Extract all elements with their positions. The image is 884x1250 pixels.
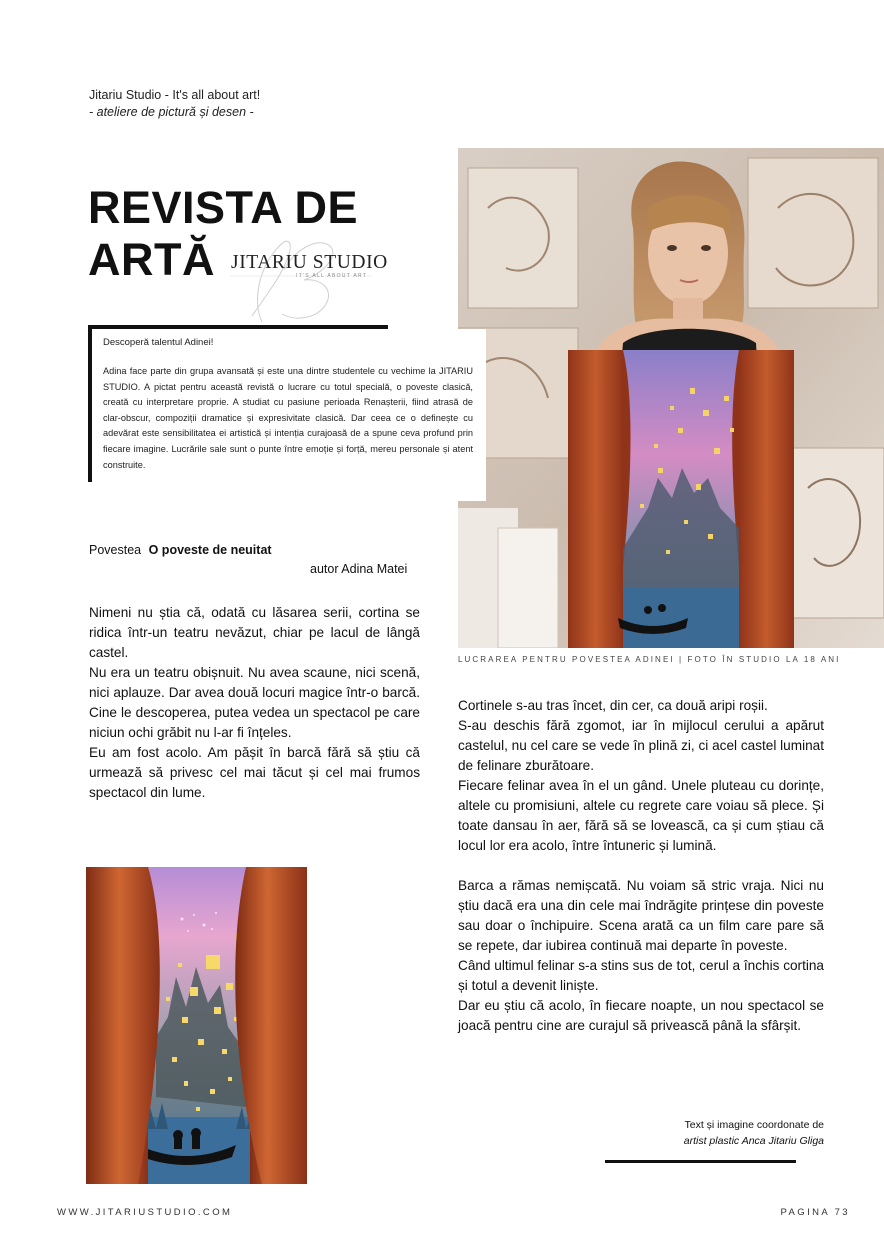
credit-note <box>600 1117 824 1149</box>
credit-line-1: Text și imagine coordonate de <box>684 1119 824 1131</box>
story-author: autor Adina Matei <box>310 562 408 576</box>
logo-name: JITARIU STUDIO <box>231 252 388 273</box>
story-paragraph: Eu am fost acolo. Am pășit în barcă fără să știu că urmează să privesc cel mai tăcut și cel mai frumos spectacol din lume. <box>89 745 420 800</box>
story-paragraph: Nu era un teatru obișnuit. Nu avea scaune, nici scenă, nici aplauze. Dar avea două locuri magice într-o barcă. Cine le descoperea, putea vedea un spectacol pe care niciun ochi grăbit nu l-ar fi înțeles. <box>89 665 420 740</box>
story-paragraph: Dar eu știu că acolo, în fiecare noapte, un nou spectacol se joacă pentru cine are curajul să privească până la sfârșit. <box>458 998 824 1033</box>
title-line-1: REVISTA DE <box>88 182 359 233</box>
credit-line-2: artist plastic Anca Jitariu Gliga <box>683 1135 824 1147</box>
intro-body: Adina face parte din grupa avansată și este una dintre studentele cu vechime la JITARIU STUDIO. A pictat pentru această revistă o lucrare cu totul specială, o poveste clasică, creată cu interpretare proprie. A studiat cu pasiune perioada Renașterii, fiind atrasă de clar-obscur, compoziții dramatice și expresivitate clasică. Dar ceea ce o definește cu adevărat este sensibilitatea ei artistică și intenția curajoasă de a spune ceva profund prin fiecare imagine. Lucrările sale sunt o punte între emoție și forță, mereu personale și atent construite. <box>103 366 473 470</box>
intro-heading: Descoperă talentul Adinei! <box>103 337 214 348</box>
story-column-right <box>458 696 824 1036</box>
story-paragraph: Când ultimul felinar s-a stins sus de tot, cerul a închis cortina și totul a devenit liniște. <box>458 958 824 993</box>
story-paragraph: Cortinele s-au tras încet, din cer, ca două aripi roșii. <box>458 698 768 713</box>
story-paragraph: S-au deschis fără zgomot, iar în mijlocul cerului a apărut castelul, nu cel care se vede în plină zi, ci acel castel luminat de felinare zburătoare. <box>458 718 824 773</box>
story-paragraph: Fiecare felinar avea în el un gând. Unele pluteau cu dorințe, altele cu promisiuni, altele cu regrete care voiau să plece. Și toate dansau în aer, fără să se lovească, ca și cum știau că locul lor era acolo, între întuneric și lumină. <box>458 778 824 853</box>
story-paragraph: Nimeni nu știa că, odată cu lăsarea serii, cortina se ridica într-un teatru nevăzut, chiar pe lacul de lângă castel. <box>89 605 420 660</box>
intro-rule-left <box>88 325 92 482</box>
logo-slogan: IT'S ALL ABOUT ART <box>296 273 368 279</box>
credit-rule <box>605 1160 796 1163</box>
story-label: Povestea <box>89 543 142 557</box>
title-line-2: ARTĂ <box>88 234 215 285</box>
intro-rule-top <box>88 325 388 329</box>
painting-image <box>86 867 307 1184</box>
header-tagline <box>89 87 260 121</box>
story-paragraph: Barca a rămas nemișcată. Nu voiam să stric vraja. Nici nu știu dacă era una din cele mai îndrăgite prințese din poveste sau doar o închipuire. Scena arată ca un film care pare să se repete, dar iubirea continuă mai departe în poveste. <box>458 878 824 953</box>
story-heading <box>89 543 272 557</box>
paragraph-gap <box>458 856 824 876</box>
artist-photo <box>458 148 884 648</box>
page-number: PAGINA 73 <box>780 1207 850 1218</box>
brand-subtitle: - ateliere de pictură și desen - <box>89 105 254 119</box>
photo-caption: LUCRAREA PENTRU POVESTEA ADINEI | FOTO ÎN STUDIO LA 18 ANI <box>458 655 841 664</box>
footer-website[interactable]: WWW.JITARIUSTUDIO.COM <box>57 1207 233 1218</box>
brand-tagline: Jitariu Studio - It's all about art! <box>89 88 261 102</box>
story-column-left <box>89 603 420 803</box>
story-title: O poveste de neuitat <box>148 543 272 557</box>
